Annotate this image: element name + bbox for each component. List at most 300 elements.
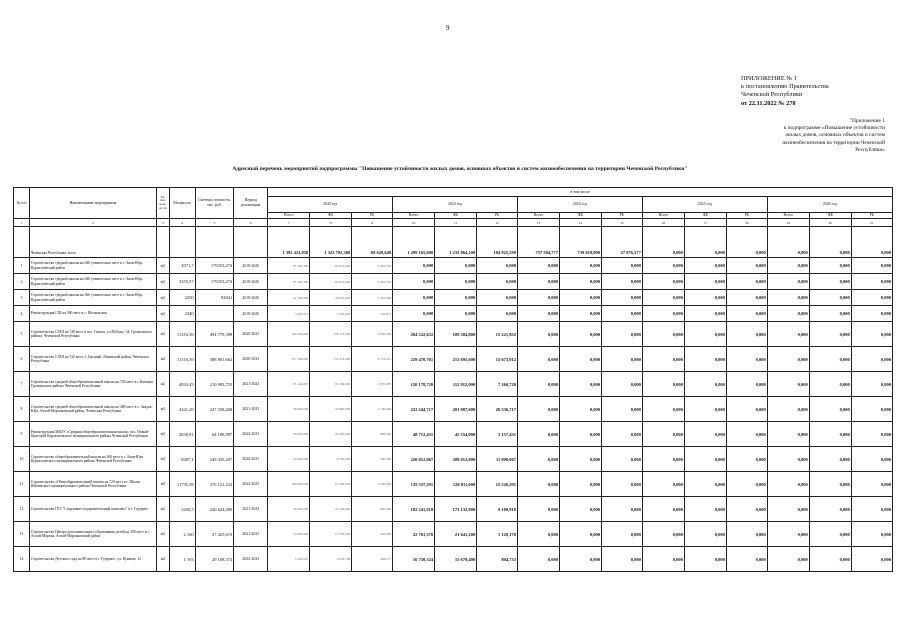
row-value-cell: 0,000 — [518, 274, 560, 290]
row-number-cell: 10 — [14, 447, 30, 472]
row-value-cell: 0,000 — [602, 397, 643, 422]
table-row — [14, 397, 893, 422]
row-period-cell: 2022-2025 — [234, 472, 268, 497]
row-value-cell: 0,000 — [767, 472, 809, 497]
row-value-cell: 1 955,087 — [352, 372, 393, 397]
row-cost-cell: 376 121,232 — [195, 472, 234, 497]
row-value-cell: 0,000 — [602, 290, 643, 306]
row-value-cell: 42 104,000 — [268, 290, 310, 306]
row-value-cell: 104,871 — [352, 306, 393, 322]
row-value-cell: 0,000 — [684, 497, 726, 522]
row-value-cell: 0,000 — [809, 497, 851, 522]
year-header: 2022 год — [268, 197, 393, 213]
row-value-cell: 36 860,000 — [310, 397, 352, 422]
row-capacity-cell: 2030,91 — [169, 422, 195, 447]
row-unit-cell: м2 — [157, 322, 169, 347]
row-value-cell: 0,000 — [518, 472, 560, 497]
row-value-cell: 0,000 — [726, 422, 767, 447]
row-value-cell: 29 100,000 — [310, 422, 352, 447]
row-value-cell: 0,000 — [518, 258, 560, 274]
row-cost-cell: 29 108,372 — [195, 547, 234, 572]
row-value-cell: 0,000 — [560, 290, 602, 306]
row-name-cell: Строительство средней общеобразовательной школы на 480 мест в с. Зандак-Юрт, Ачхой-Мартановский район, Чеченская Республика — [29, 397, 156, 422]
year-header: 2026 год — [767, 197, 892, 213]
row-value-cell: 0,000 — [726, 322, 767, 347]
row-value-cell: 0,000 — [851, 472, 892, 497]
row-value-cell: 0,000 — [809, 274, 851, 290]
row-value-cell: 22 761,370 — [393, 522, 435, 547]
row-value-cell: 0,000 — [726, 522, 767, 547]
appendix-sub-line1: "Приложение 1 — [849, 118, 885, 124]
row-name-cell: Строительство Детского сада на 80 мест в г. Гудермес, ул. Кунаева, 12 — [29, 547, 156, 572]
row-value-cell: 0,000 — [851, 306, 892, 322]
row-value-cell: 0,000 — [851, 227, 892, 258]
year-header: 2025 год — [642, 197, 767, 213]
column-index-cell: 1 — [14, 219, 30, 227]
row-value-cell: 466,117 — [352, 547, 393, 572]
row-value-cell: 0,000 — [767, 290, 809, 306]
row-value-cell: 804,733 — [477, 547, 518, 572]
row-value-cell: 0,000 — [477, 306, 518, 322]
row-name-cell: Реконструкция СШ на 360 мест в с. Шелковская — [29, 306, 156, 322]
row-name-cell: Реконструкция МБОУ «Средняя общеобразовательная школа» пос. Новый-Центорой Курчалоевского муниципального района Чеченской Республики — [29, 422, 156, 447]
row-value-cell: 100 000,000 — [268, 472, 310, 497]
row-value-cell: 0,000 — [726, 306, 767, 322]
row-capacity-cell: 4341,29 — [169, 397, 195, 422]
row-capacity-cell: 2 160 — [169, 522, 195, 547]
row-value-cell: 0,000 — [851, 347, 892, 372]
row-value-cell: 9 700,000 — [310, 447, 352, 472]
column-index-cell: 13 — [518, 219, 560, 227]
row-value-cell: 80 610,000 — [310, 258, 352, 274]
column-index-cell: 17 — [684, 219, 726, 227]
row-value-cell: 0,000 — [435, 290, 477, 306]
row-value-cell: 0,000 — [602, 322, 643, 347]
row-value-cell: 157 190,600 — [268, 347, 310, 372]
row-cost-cell: 247 358,268 — [195, 397, 234, 422]
row-value-cell: 0,000 — [602, 547, 643, 572]
subheader-cell: РБ — [477, 213, 518, 219]
col-header-unit: Ед. изм. мощ-ности — [157, 188, 169, 219]
row-value-cell: 0,000 — [642, 497, 684, 522]
row-value-cell: 0,000 — [602, 422, 643, 447]
row-value-cell: 0,000 — [726, 258, 767, 274]
row-value-cell: 15 679,400 — [435, 547, 477, 572]
row-capacity-cell: 11735,58 — [169, 472, 195, 497]
row-value-cell: 0,000 — [642, 472, 684, 497]
row-value-cell: 0,000 — [767, 227, 809, 258]
row-cost-cell: 494 779,398 — [195, 322, 234, 347]
row-value-cell: 0,000 — [602, 258, 643, 274]
row-value-cell: 0,000 — [684, 258, 726, 274]
row-value-cell: 104 925,599 — [477, 227, 518, 258]
row-name-cell: Строительство общеобразовательной школы на 360 мест в с. Бачи-Юрт Курчалоевского муниципального района Чеченской Республики — [29, 447, 156, 472]
appendix-sub-line4: жизнеобеспечения на территории Чеченской — [782, 139, 885, 146]
row-unit-cell: м2 — [157, 422, 169, 447]
row-value-cell: 0,000 — [684, 422, 726, 447]
row-number-cell — [14, 227, 30, 258]
row-value-cell: 15 673,912 — [477, 347, 518, 372]
row-number-cell: 13 — [14, 522, 30, 547]
page-number: 9 — [446, 24, 450, 32]
table-row — [14, 322, 893, 347]
row-value-cell: 1 299 165,600 — [393, 227, 435, 258]
column-index-cell: 14 — [560, 219, 602, 227]
row-value-cell: 1 233 864,100 — [435, 227, 477, 258]
row-value-cell: 63 189,000 — [310, 372, 352, 397]
row-value-cell: 4 936,700 — [310, 547, 352, 572]
row-value-cell: 204 522,652 — [393, 322, 435, 347]
row-value-cell: 0,000 — [642, 274, 684, 290]
row-value-cell: 0,000 — [809, 522, 851, 547]
col-header-number: № п/п — [14, 188, 30, 219]
row-value-cell: 0,000 — [726, 290, 767, 306]
subheader-cell: Всего — [393, 213, 435, 219]
row-value-cell: 0,000 — [642, 447, 684, 472]
row-value-cell: 0,000 — [767, 447, 809, 472]
column-index-row — [14, 219, 893, 227]
column-index-cell: 15 — [602, 219, 643, 227]
table-row — [14, 522, 893, 547]
row-value-cell: 4 830,456 — [352, 322, 393, 347]
table-row — [14, 306, 893, 322]
row-period-cell: 2020-2023 — [234, 322, 268, 347]
row-value-cell: 1 263,000 — [352, 290, 393, 306]
row-value-cell: 0,000 — [642, 322, 684, 347]
row-value-cell: 0,000 — [767, 547, 809, 572]
row-value-cell: 220 012,067 — [393, 447, 435, 472]
row-value-cell: 30 000,000 — [268, 422, 310, 447]
row-value-cell: 0,000 — [518, 372, 560, 397]
table-total-row — [14, 227, 893, 258]
column-index-cell: 8 — [310, 219, 352, 227]
table-row — [14, 422, 893, 447]
row-capacity-cell: 11316,39 — [169, 347, 195, 372]
row-value-cell: 0,000 — [560, 306, 602, 322]
row-name-cell: Строительство «Общеобразовательной школы на 720 мест в г. Шали» Шалинского муниципального района Чеченской Республики — [29, 472, 156, 497]
row-value-cell: 45 554,000 — [435, 422, 477, 447]
row-value-cell: 0,000 — [642, 372, 684, 397]
column-index-cell: 4 — [169, 219, 195, 227]
row-value-cell: 0,000 — [560, 274, 602, 290]
row-value-cell: 0,000 — [726, 497, 767, 522]
row-value-cell: 20 336,717 — [477, 397, 518, 422]
row-value-cell: 900,000 — [352, 422, 393, 447]
row-period-cell: 2021-2023 — [234, 397, 268, 422]
row-capacity-cell — [169, 227, 195, 258]
row-value-cell: 0,000 — [851, 497, 892, 522]
row-period-cell: 2021-2023 — [234, 497, 268, 522]
row-value-cell: 0,000 — [642, 258, 684, 274]
row-value-cell: 0,000 — [767, 497, 809, 522]
row-value-cell: 15 221,852 — [477, 322, 518, 347]
row-value-cell: 0,000 — [851, 258, 892, 274]
appendix-1-line2: Чеченской Республики — [741, 91, 803, 99]
row-value-cell: 0,000 — [435, 258, 477, 274]
row-name-cell: Строительство средней школы на 360 ученических мест в с. Бачи-Юрт, Курчалоевский район — [29, 290, 156, 306]
row-value-cell: 0,000 — [851, 397, 892, 422]
row-value-cell: 0,000 — [518, 447, 560, 472]
row-value-cell: 0,000 — [642, 522, 684, 547]
row-value-cell: 0,000 — [518, 547, 560, 572]
appendix-sub-line5: Республики» — [855, 146, 885, 153]
column-index-cell: 11 — [435, 219, 477, 227]
subheader-cell: РБ — [352, 213, 393, 219]
row-name-cell: Строительство СОШ на 720 мест, г. Грозный, Ленинский район, Чеченская Республика — [29, 347, 156, 372]
row-number-cell: 4 — [14, 306, 30, 322]
row-value-cell: 10 000,000 — [268, 447, 310, 472]
row-value-cell: 0,000 — [518, 347, 560, 372]
row-value-cell: 21 641,200 — [435, 522, 477, 547]
row-unit-cell: м2 — [157, 397, 169, 422]
row-value-cell: 83 103,345 — [268, 274, 310, 290]
row-value-cell: 0,000 — [518, 306, 560, 322]
row-period-cell: 2022-2023 — [234, 547, 268, 572]
row-capacity-cell: 8487,1 — [169, 447, 195, 472]
row-unit-cell: м2 — [157, 522, 169, 547]
row-value-cell: 3 000,000 — [352, 472, 393, 497]
row-unit-cell: м2 — [157, 306, 169, 322]
row-value-cell: 0,000 — [642, 347, 684, 372]
column-index-cell: 19 — [767, 219, 809, 227]
table-row — [14, 258, 893, 274]
row-value-cell: 0,000 — [767, 322, 809, 347]
row-number-cell: 5 — [14, 322, 30, 347]
row-cost-cell: 179353,274 — [195, 258, 234, 274]
row-value-cell: 173 132,000 — [435, 497, 477, 522]
row-value-cell: 0,000 — [767, 522, 809, 547]
row-unit-cell: м2 — [157, 497, 169, 522]
row-value-cell: 161 004,000 — [268, 322, 310, 347]
row-unit-cell: м2 — [157, 347, 169, 372]
subheader-cell: ФБ — [435, 213, 477, 219]
row-value-cell: 0,000 — [767, 258, 809, 274]
row-value-cell: 29 100,000 — [310, 497, 352, 522]
subheader-cell: Всего — [518, 213, 560, 219]
appendix-sub-line2: к подпрограмме «Повышение устойчивости — [783, 125, 885, 132]
row-value-cell: 0,000 — [726, 547, 767, 572]
subheader-cell: ФБ — [560, 213, 602, 219]
row-value-cell: 0,000 — [435, 306, 477, 322]
row-unit-cell: м2 — [157, 274, 169, 290]
row-value-cell: 0,000 — [726, 372, 767, 397]
row-value-cell: 0,000 — [602, 497, 643, 522]
row-value-cell: 0,000 — [767, 372, 809, 397]
row-value-cell: 15 526,291 — [477, 472, 518, 497]
row-capacity-cell: 3450,5 — [169, 497, 195, 522]
row-value-cell: 0,000 — [809, 422, 851, 447]
row-value-cell: 0,000 — [684, 306, 726, 322]
row-name-cell: Строительство средней школы на 640 ученических мест в с. Бачи-Юрт, Курчалоевский район — [29, 274, 156, 290]
column-index-cell: 2 — [29, 219, 156, 227]
column-index-cell: 9 — [352, 219, 393, 227]
row-value-cell: 0,000 — [851, 322, 892, 347]
table-row — [14, 447, 893, 472]
subheader-cell: ФБ — [684, 213, 726, 219]
year-header: 2024 год — [518, 197, 643, 213]
row-value-cell: 0,000 — [560, 397, 602, 422]
row-cost-cell — [195, 227, 234, 258]
row-cost-cell: 179353,274 — [195, 274, 234, 290]
year-header: 2023 год — [393, 197, 518, 213]
row-value-cell: 0,000 — [393, 306, 435, 322]
row-value-cell: 0,000 — [642, 397, 684, 422]
appendix-subprogram-header — [695, 118, 885, 154]
row-period-cell: 2022-2023 — [234, 447, 268, 472]
appendix-1-header — [741, 75, 829, 108]
col-header-capacity: Мощность — [169, 188, 195, 219]
subheader-cell: РБ — [726, 213, 767, 219]
subheader-cell: ФБ — [809, 213, 851, 219]
row-value-cell: 0,000 — [684, 397, 726, 422]
row-value-cell: 69 628,649 — [352, 227, 393, 258]
row-value-cell: 0,000 — [560, 522, 602, 547]
appendix-sub-line3: жилых домов, основных объектов и систем — [785, 132, 885, 139]
row-unit-cell: м2 — [157, 258, 169, 274]
row-unit-cell: м2 — [157, 290, 169, 306]
row-value-cell: 9 109,918 — [477, 497, 518, 522]
row-value-cell: 83 103,345 — [268, 258, 310, 274]
row-value-cell: 112 912,000 — [435, 372, 477, 397]
row-value-cell: 900,000 — [352, 497, 393, 522]
row-value-cell: 0,000 — [642, 422, 684, 447]
row-period-cell: 2018-2020 — [234, 306, 268, 322]
row-value-cell: 0,000 — [518, 322, 560, 347]
row-value-cell: 16 758,324 — [393, 547, 435, 572]
row-value-cell: 757 584,777 — [518, 227, 560, 258]
row-value-cell: 27 876,377 — [602, 227, 643, 258]
row-value-cell: 0,000 — [809, 322, 851, 347]
row-value-cell: 0,000 — [560, 322, 602, 347]
row-value-cell: 0,000 — [602, 472, 643, 497]
row-value-cell: 0,000 — [851, 274, 892, 290]
row-number-cell: 7 — [14, 372, 30, 397]
row-value-cell: 3 495,711 — [268, 306, 310, 322]
row-cost-cell: 388 801,662 — [195, 347, 234, 372]
appendix-1-date: от 22.11.2022 № 278 — [741, 99, 796, 107]
row-value-cell: 0,000 — [642, 306, 684, 322]
row-cost-cell: 64 188,997 — [195, 422, 234, 447]
appendix-1-line1: к постановлению Правительства — [741, 83, 829, 91]
row-value-cell: 0,000 — [560, 547, 602, 572]
row-value-cell: 0,000 — [767, 306, 809, 322]
row-value-cell: 0,000 — [684, 347, 726, 372]
row-value-cell: 0,000 — [767, 274, 809, 290]
table-row — [14, 274, 893, 290]
row-value-cell: 40 841,000 — [310, 290, 352, 306]
row-value-cell: 0,000 — [602, 522, 643, 547]
row-value-cell: 0,000 — [726, 274, 767, 290]
column-index-cell: 16 — [642, 219, 684, 227]
column-index-cell: 7 — [268, 219, 310, 227]
column-index-cell: 18 — [726, 219, 767, 227]
row-value-cell: 2 493,345 — [352, 274, 393, 290]
row-value-cell: 0,000 — [809, 290, 851, 306]
column-index-cell: 5 — [195, 219, 234, 227]
row-value-cell: 0,000 — [851, 447, 892, 472]
row-value-cell: 156 174,000 — [310, 322, 352, 347]
col-header-period: Период реализации — [234, 188, 268, 219]
row-value-cell: 0,000 — [809, 258, 851, 274]
row-value-cell: 0,000 — [518, 397, 560, 422]
row-value-cell: 4 716,411 — [352, 347, 393, 372]
row-value-cell: 0,000 — [518, 422, 560, 447]
row-value-cell: 120 011,000 — [435, 472, 477, 497]
row-value-cell: 0,000 — [393, 274, 435, 290]
row-value-cell: 65 144,087 — [268, 372, 310, 397]
row-value-cell: 0,000 — [684, 322, 726, 347]
row-value-cell: 0,000 — [809, 447, 851, 472]
row-number-cell: 6 — [14, 347, 30, 372]
row-value-cell: 1 392 422,950 — [268, 227, 310, 258]
row-value-cell: 48 712,431 — [393, 422, 435, 447]
row-capacity-cell: 11316,39 — [169, 322, 195, 347]
table-row — [14, 472, 893, 497]
row-value-cell: 0,000 — [642, 547, 684, 572]
column-index-cell: 6 — [234, 219, 268, 227]
row-value-cell: 182 241,918 — [393, 497, 435, 522]
row-cost-cell: 210 983,755 — [195, 372, 234, 397]
row-value-cell: 0,000 — [560, 472, 602, 497]
row-value-cell: 0,000 — [560, 258, 602, 274]
table-row — [14, 497, 893, 522]
row-value-cell: 0,000 — [809, 227, 851, 258]
row-value-cell: 0,000 — [602, 372, 643, 397]
document-title: Адресный перечень мероприятий подпрограммы "Повышение устойчивости жилых домов, основных объектов и систем жизнеобеспечения на территории Чеченской Республики" — [232, 166, 688, 172]
row-value-cell: 135 537,291 — [393, 472, 435, 497]
subheader-cell: РБ — [851, 213, 892, 219]
row-value-cell: 739 618,000 — [560, 227, 602, 258]
row-value-cell: 0,000 — [477, 274, 518, 290]
row-value-cell: 0,000 — [851, 522, 892, 547]
row-period-cell: 2020-2023 — [234, 347, 268, 372]
row-value-cell: 0,000 — [684, 290, 726, 306]
row-value-cell: 0,000 — [602, 306, 643, 322]
row-value-cell: 0,000 — [602, 347, 643, 372]
row-cost-cell: 220 624,496 — [195, 497, 234, 522]
row-value-cell: 0,000 — [851, 372, 892, 397]
row-value-cell: 0,000 — [767, 422, 809, 447]
row-value-cell: 0,000 — [684, 447, 726, 472]
row-value-cell: 3 157,431 — [477, 422, 518, 447]
row-value-cell: 450,000 — [352, 522, 393, 547]
row-value-cell: 0,000 — [851, 422, 892, 447]
row-number-cell: 11 — [14, 472, 30, 497]
row-name-cell: Строительство ГБУ "Спортивно-оздоровительный комплекс" в г. Гудермес — [29, 497, 156, 522]
row-value-cell: 97 000,000 — [310, 472, 352, 497]
row-value-cell: 1 322 792,300 — [310, 227, 352, 258]
row-cost-cell — [195, 306, 234, 322]
row-value-cell: 229 470,761 — [393, 347, 435, 372]
subheader-cell: Всего — [268, 213, 310, 219]
row-value-cell: 0,000 — [851, 290, 892, 306]
address-list-table — [13, 187, 893, 572]
row-value-cell: 0,000 — [809, 372, 851, 397]
row-number-cell: 12 — [14, 497, 30, 522]
row-value-cell: 0,000 — [684, 274, 726, 290]
col-header-name: Наименование мероприятия — [29, 188, 156, 219]
row-value-cell: 0,000 — [518, 290, 560, 306]
column-index-cell: 10 — [393, 219, 435, 227]
row-value-cell: 0,000 — [435, 274, 477, 290]
row-name-cell: Строительство средней школы на 640 ученических мест в с. Бачи-Юрт, Курчалоевский район — [29, 258, 156, 274]
row-value-cell: 0,000 — [726, 227, 767, 258]
row-name-cell: Чеченская Республика, всего — [29, 227, 156, 258]
subheader-cell: ФБ — [310, 213, 352, 219]
row-period-cell: 2021-2023 — [234, 372, 268, 397]
row-value-cell: 209 012,000 — [435, 447, 477, 472]
column-index-cell: 20 — [809, 219, 851, 227]
